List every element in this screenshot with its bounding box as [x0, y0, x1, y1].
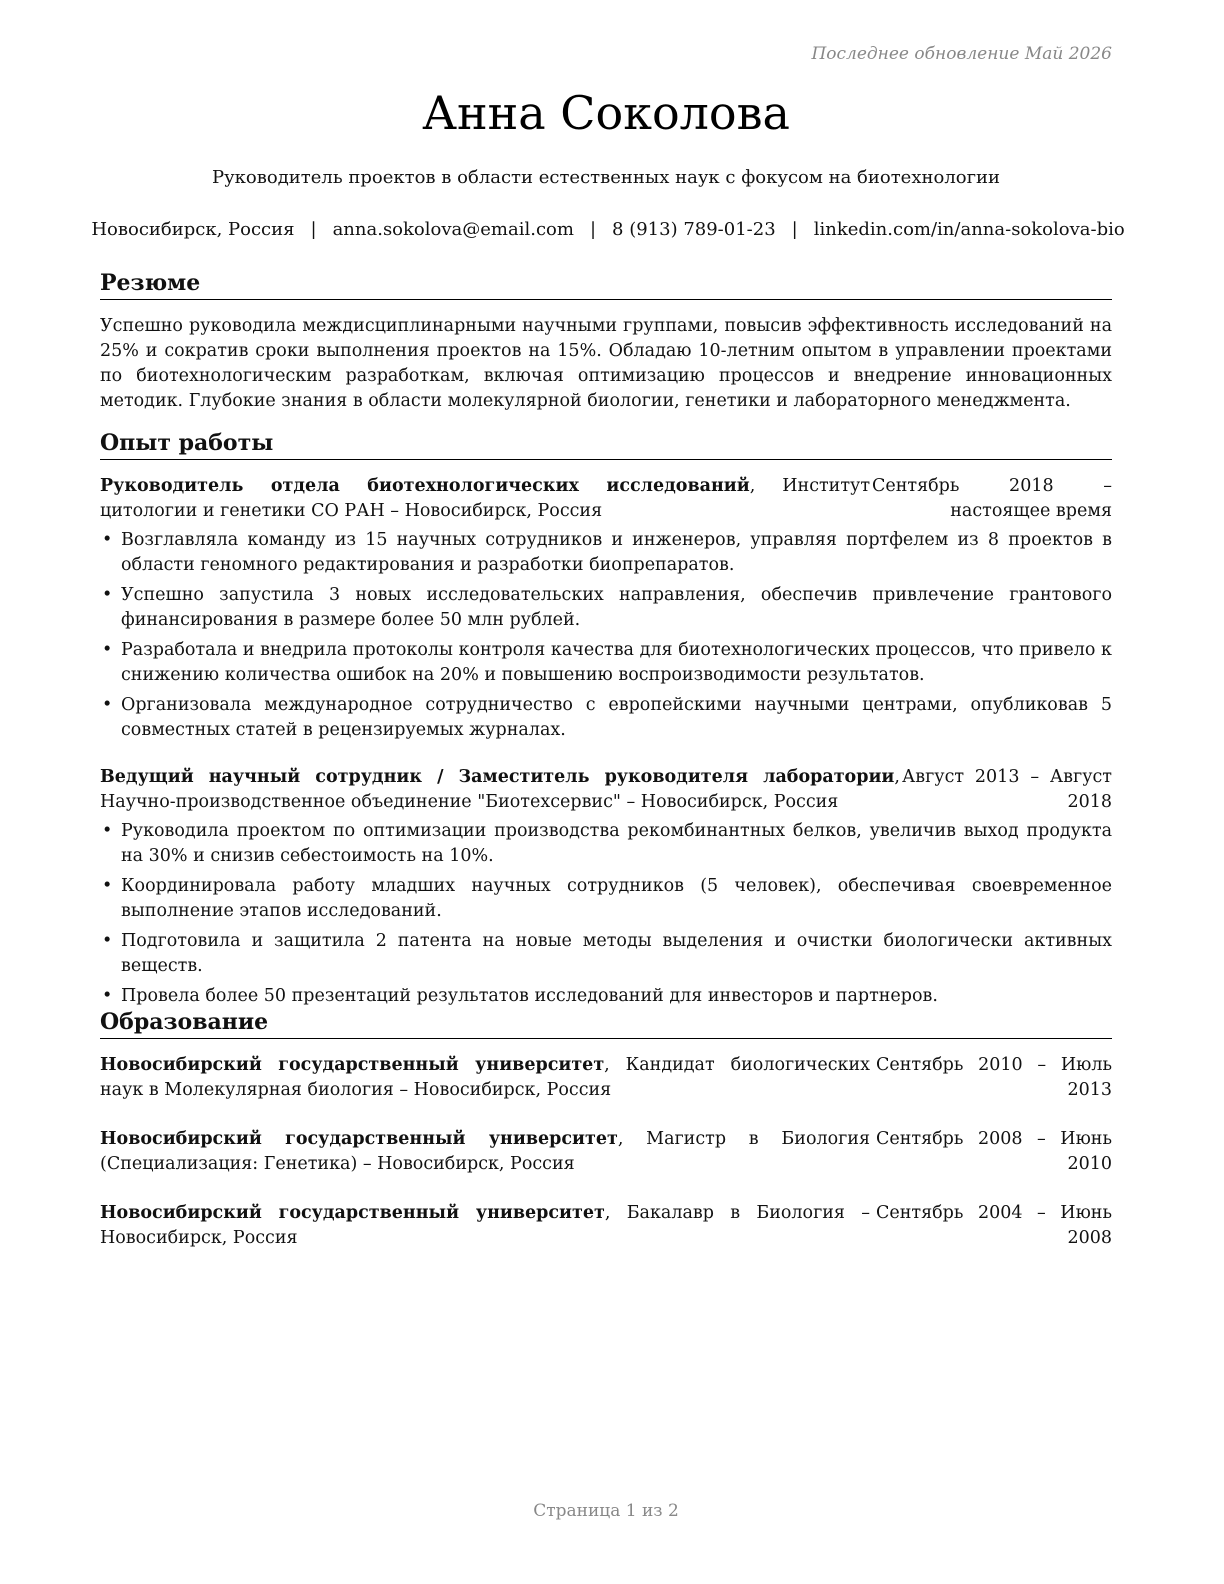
section-title-education: Образование	[100, 1009, 1112, 1039]
contact-separator: |	[791, 219, 798, 240]
job-role: Руководитель отдела биотехнологических исследований	[100, 475, 750, 496]
job-bullet: • Подготовила и защитила 2 патента на новые методы выделения и очистки биологически активных веществ.	[100, 929, 1112, 979]
page-number: Страница 1 из 2	[533, 1501, 679, 1521]
job-header	[100, 765, 1112, 815]
education-school: Новосибирский государственный университет	[100, 1202, 605, 1223]
education-entry	[100, 1127, 1112, 1177]
job-bullet: • Разработала и внедрила протоколы контроля качества для биотехнологических процессов, что привело к снижению количества ошибок на 20% и повышению воспроизводимости результатов.	[100, 638, 1112, 688]
section-title-experience: Опыт работы	[100, 430, 1112, 460]
contact-phone: 8 (913) 789-01-23	[612, 219, 776, 240]
job-bullets	[100, 528, 1112, 743]
contact-separator: |	[310, 219, 317, 240]
summary-text: Успешно руководила междисциплинарными научными группами, повысив эффективность исследований на 25% и сократив сроки выполнения проектов на 15%. Обладаю 10-летним опытом в управлении проектами по биотехнологическим разработкам, включая оптимизацию процессов и внедрение инновационных методик. Глубокие знания в области молекулярной биологии, генетики и лабораторного менеджмента.	[100, 315, 1112, 411]
job-bullet: • Успешно запустила 3 новых исследовательских направления, обеспечив привлечение грантового финансирования в размере более 50 млн рублей.	[100, 583, 1112, 633]
education-school: Новосибирский государственный университет	[100, 1128, 618, 1149]
job-bullet: • Координировала работу младших научных сотрудников (5 человек), обеспечивая своевременное выполнение этапов исследований.	[100, 874, 1112, 924]
education-entry	[100, 1201, 1112, 1251]
job-header	[100, 474, 1112, 524]
candidate-subtitle: Руководитель проектов в области естественных наук с фокусом на биотехнологии	[211, 167, 1001, 188]
job-role: Ведущий научный сотрудник / Заместитель руководителя лаборатории	[100, 766, 895, 787]
education-detail: , Кандидат биологических наук в Молекулярная биология – Новосибирск, Россия	[100, 1054, 871, 1100]
education-detail: , Бакалавр в Биология – Новосибирск, Россия	[100, 1202, 870, 1248]
section-title-summary: Резюме	[100, 270, 1112, 300]
last-updated: Последнее обновление Май 2026	[811, 44, 1112, 64]
education-entry	[100, 1053, 1112, 1103]
job-dates: Август 2013 – Август 2018	[902, 766, 1112, 812]
education-section	[100, 1009, 1112, 1251]
education-dates: Сентябрь 2010 – Июль 2013	[876, 1054, 1112, 1100]
education-detail: , Магистр в Биология (Специализация: Генетика) – Новосибирск, Россия	[100, 1128, 871, 1174]
contact-separator: |	[589, 219, 597, 240]
job-org: , Научно-производственное объединение "Биотехсервис" – Новосибирск, Россия	[100, 766, 900, 812]
summary-section	[100, 270, 1112, 414]
candidate-name: Анна Соколова	[422, 86, 790, 140]
contact-line	[91, 219, 1125, 240]
job-org: , Институт цитологии и генетики СО РАН – Новосибирск, Россия	[100, 475, 871, 521]
contact-linkedin[interactable]: linkedin.com/in/anna-sokolova-bio	[813, 219, 1125, 240]
education-dates: Сентябрь 2004 – Июнь 2008	[876, 1202, 1112, 1248]
job-bullets	[100, 819, 1112, 1009]
resume-page	[91, 0, 1125, 1584]
job-entry	[100, 474, 1112, 743]
contact-email[interactable]: anna.sokolova@email.com	[332, 219, 574, 240]
education-dates: Сентябрь 2008 – Июнь 2010	[876, 1128, 1112, 1174]
experience-section	[100, 430, 1112, 1014]
contact-location: Новосибирск, Россия	[91, 219, 295, 240]
job-dates: Сентябрь 2018 – настоящее время	[872, 475, 1112, 521]
education-school: Новосибирский государственный университет	[100, 1054, 605, 1075]
job-bullet: • Руководила проектом по оптимизации производства рекомбинантных белков, увеличив выход продукта на 30% и снизив себестоимость на 10%.	[100, 819, 1112, 869]
job-entry	[100, 765, 1112, 1009]
job-bullet: • Организовала международное сотрудничество с европейскими научными центрами, опубликовав 5 совместных статей в рецензируемых журналах.	[100, 693, 1112, 743]
job-bullet: • Провела более 50 презентаций результатов исследований для инвесторов и партнеров.	[100, 984, 1112, 1009]
job-bullet: • Возглавляла команду из 15 научных сотрудников и инженеров, управляя портфелем из 8 проектов в области геномного редактирования и разработки биопрепаратов.	[100, 528, 1112, 578]
